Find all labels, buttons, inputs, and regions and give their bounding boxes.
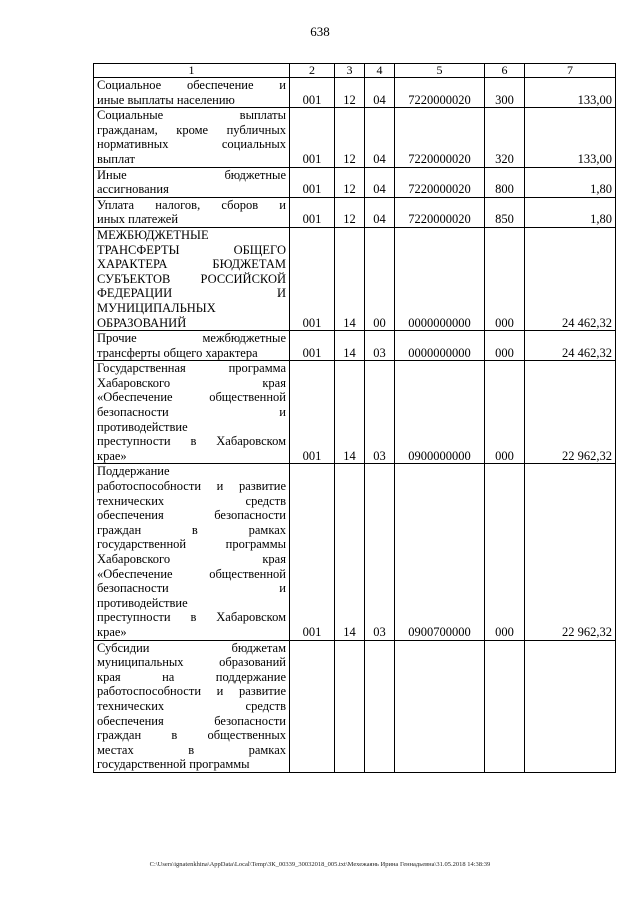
row-name-line: МЕЖБЮДЖЕТНЫЕ xyxy=(97,227,209,242)
budget-table xyxy=(93,63,616,773)
row-code-col-5: 0900000000 xyxy=(395,361,485,464)
row-name-line: Государственная программа xyxy=(97,361,286,376)
row-name-line: Иные бюджетные xyxy=(97,167,286,182)
row-amount: 22 962,32 xyxy=(525,361,616,464)
row-name-line: ФЕДЕРАЦИИ И xyxy=(97,286,286,301)
row-name-cell xyxy=(94,640,290,772)
row-name-line: безопасности и xyxy=(97,405,286,420)
row-name-line: ХАРАКТЕРА БЮДЖЕТАМ xyxy=(97,257,286,272)
row-name-line: Прочие межбюджетные xyxy=(97,331,286,346)
row-name-line: Социальное обеспечение и xyxy=(97,78,286,92)
row-name-line: СУБЪЕКТОВ РОССИЙСКОЙ xyxy=(97,271,286,286)
row-code-col-4: 00 xyxy=(365,227,395,330)
table-header-row xyxy=(94,64,616,78)
row-code-col-5: 0900700000 xyxy=(395,464,485,640)
row-code-col-6: 000 xyxy=(485,227,525,330)
row-code-col-3: 14 xyxy=(335,361,365,464)
row-amount: 22 962,32 xyxy=(525,464,616,640)
row-name-cell xyxy=(94,361,290,464)
page-number: 638 xyxy=(310,24,330,39)
row-amount: 24 462,32 xyxy=(525,227,616,330)
row-code-col-4: 04 xyxy=(365,108,395,167)
table-row xyxy=(94,331,616,361)
header-col-6: 6 xyxy=(485,64,525,78)
row-code-col-3: 12 xyxy=(335,197,365,227)
row-amount: 1,80 xyxy=(525,167,616,197)
row-code-col-2: 001 xyxy=(290,197,335,227)
row-amount: 1,80 xyxy=(525,197,616,227)
row-code-col-5 xyxy=(395,640,485,772)
row-name-cell xyxy=(94,464,290,640)
row-name-line: «Обеспечение общественной xyxy=(97,566,286,581)
row-name-line: гражданам, кроме публичных xyxy=(97,122,286,137)
row-code-col-6: 000 xyxy=(485,361,525,464)
row-amount: 133,00 xyxy=(525,78,616,108)
file-path-footer: C:\Users\ignatenkhina\AppData\Local\Temp\ЗК_00339_30032018_005.txt\Мехежаянь Ирина Геннадьевна\31.05.2018 14:38:39 xyxy=(149,861,491,868)
table-row xyxy=(94,167,616,197)
row-name-line: крае» xyxy=(97,624,127,639)
row-name-line: Хабаровского края xyxy=(97,552,286,566)
row-code-col-5: 7220000020 xyxy=(395,167,485,197)
row-name-line: МУНИЦИПАЛЬНЫХ xyxy=(97,300,216,315)
row-code-col-5: 0000000000 xyxy=(395,227,485,330)
row-name-line: обеспечения безопасности xyxy=(97,508,286,523)
row-name-line: преступности в Хабаровском xyxy=(97,434,286,449)
row-code-col-4 xyxy=(365,640,395,772)
row-name-line: противодействие xyxy=(97,419,188,434)
row-name-line: ОБРАЗОВАНИЙ xyxy=(97,315,187,330)
row-name-line: обеспечения безопасности xyxy=(97,713,286,728)
row-name-line: Субсидии бюджетам xyxy=(97,640,286,655)
row-code-col-2: 001 xyxy=(290,361,335,464)
row-name-line: технических средств xyxy=(97,698,286,713)
row-name-line: иные выплаты населению xyxy=(97,92,235,107)
row-code-col-4: 04 xyxy=(365,197,395,227)
row-name-line: иных платежей xyxy=(97,212,179,227)
row-name-line: работоспособности и развитие xyxy=(97,479,286,494)
row-code-col-6: 300 xyxy=(485,78,525,108)
row-name-cell xyxy=(94,227,290,330)
row-name-line: муниципальных образований xyxy=(97,655,286,670)
row-name-line: крае» xyxy=(97,448,127,463)
row-code-col-2 xyxy=(290,640,335,772)
row-code-col-5: 7220000020 xyxy=(395,108,485,167)
row-code-col-6: 000 xyxy=(485,464,525,640)
row-amount: 133,00 xyxy=(525,108,616,167)
row-code-col-3: 14 xyxy=(335,331,365,361)
header-col-3: 3 xyxy=(335,64,365,78)
table-row xyxy=(94,197,616,227)
header-col-4: 4 xyxy=(365,64,395,78)
row-name-line: ТРАНСФЕРТЫ ОБЩЕГО xyxy=(97,242,286,257)
row-name-line: работоспособности и развитие xyxy=(97,684,286,699)
row-amount: 24 462,32 xyxy=(525,331,616,361)
row-code-col-5: 7220000020 xyxy=(395,197,485,227)
header-col-1: 1 xyxy=(94,64,290,78)
table-row xyxy=(94,108,616,167)
row-name-line: Уплата налогов, сборов и xyxy=(97,197,286,212)
row-name-line: Социальные выплаты xyxy=(97,108,286,123)
row-code-col-5: 0000000000 xyxy=(395,331,485,361)
row-code-col-2: 001 xyxy=(290,167,335,197)
row-code-col-6: 320 xyxy=(485,108,525,167)
row-name-cell xyxy=(94,197,290,227)
row-name-line: местах в рамках xyxy=(97,742,286,757)
table-row xyxy=(94,78,616,108)
row-name-cell xyxy=(94,108,290,167)
row-code-col-3: 14 xyxy=(335,464,365,640)
row-name-cell xyxy=(94,78,290,108)
row-name-line: трансферты общего характера xyxy=(97,345,258,360)
row-code-col-4: 03 xyxy=(365,361,395,464)
row-name-line: нормативных социальных xyxy=(97,137,286,152)
row-name-line: края на поддержание xyxy=(97,669,286,684)
row-code-col-4: 03 xyxy=(365,464,395,640)
row-code-col-4: 03 xyxy=(365,331,395,361)
row-code-col-6: 800 xyxy=(485,167,525,197)
table-row xyxy=(94,464,616,640)
table-row xyxy=(94,640,616,772)
row-name-cell xyxy=(94,331,290,361)
row-code-col-6 xyxy=(485,640,525,772)
row-name-cell xyxy=(94,167,290,197)
row-name-line: государственной программы xyxy=(97,537,286,552)
row-code-col-2: 001 xyxy=(290,78,335,108)
row-code-col-6: 850 xyxy=(485,197,525,227)
row-name-line: технических средств xyxy=(97,493,286,508)
row-code-col-2: 001 xyxy=(290,331,335,361)
table-row xyxy=(94,227,616,330)
table-row xyxy=(94,361,616,464)
header-col-7: 7 xyxy=(525,64,616,78)
row-name-line: граждан в общественных xyxy=(97,728,286,743)
row-code-col-6: 000 xyxy=(485,331,525,361)
row-code-col-3 xyxy=(335,640,365,772)
header-col-2: 2 xyxy=(290,64,335,78)
row-name-line: граждан в рамках xyxy=(97,522,286,537)
row-code-col-2: 001 xyxy=(290,464,335,640)
row-code-col-3: 14 xyxy=(335,227,365,330)
row-code-col-4: 04 xyxy=(365,78,395,108)
row-code-col-2: 001 xyxy=(290,227,335,330)
row-name-line: государственной программы xyxy=(97,757,250,772)
row-code-col-3: 12 xyxy=(335,78,365,108)
row-name-line: Поддержание xyxy=(97,464,170,479)
row-name-line: выплат xyxy=(97,151,135,166)
header-col-5: 5 xyxy=(395,64,485,78)
row-name-line: Хабаровского края xyxy=(97,375,286,390)
row-code-col-3: 12 xyxy=(335,108,365,167)
row-name-line: «Обеспечение общественной xyxy=(97,390,286,405)
row-name-line: ассигнования xyxy=(97,182,169,197)
row-code-col-4: 04 xyxy=(365,167,395,197)
row-name-line: преступности в Хабаровском xyxy=(97,610,286,625)
row-name-line: противодействие xyxy=(97,595,188,610)
row-code-col-5: 7220000020 xyxy=(395,78,485,108)
row-code-col-3: 12 xyxy=(335,167,365,197)
row-code-col-2: 001 xyxy=(290,108,335,167)
row-name-line: безопасности и xyxy=(97,581,286,596)
row-amount xyxy=(525,640,616,772)
